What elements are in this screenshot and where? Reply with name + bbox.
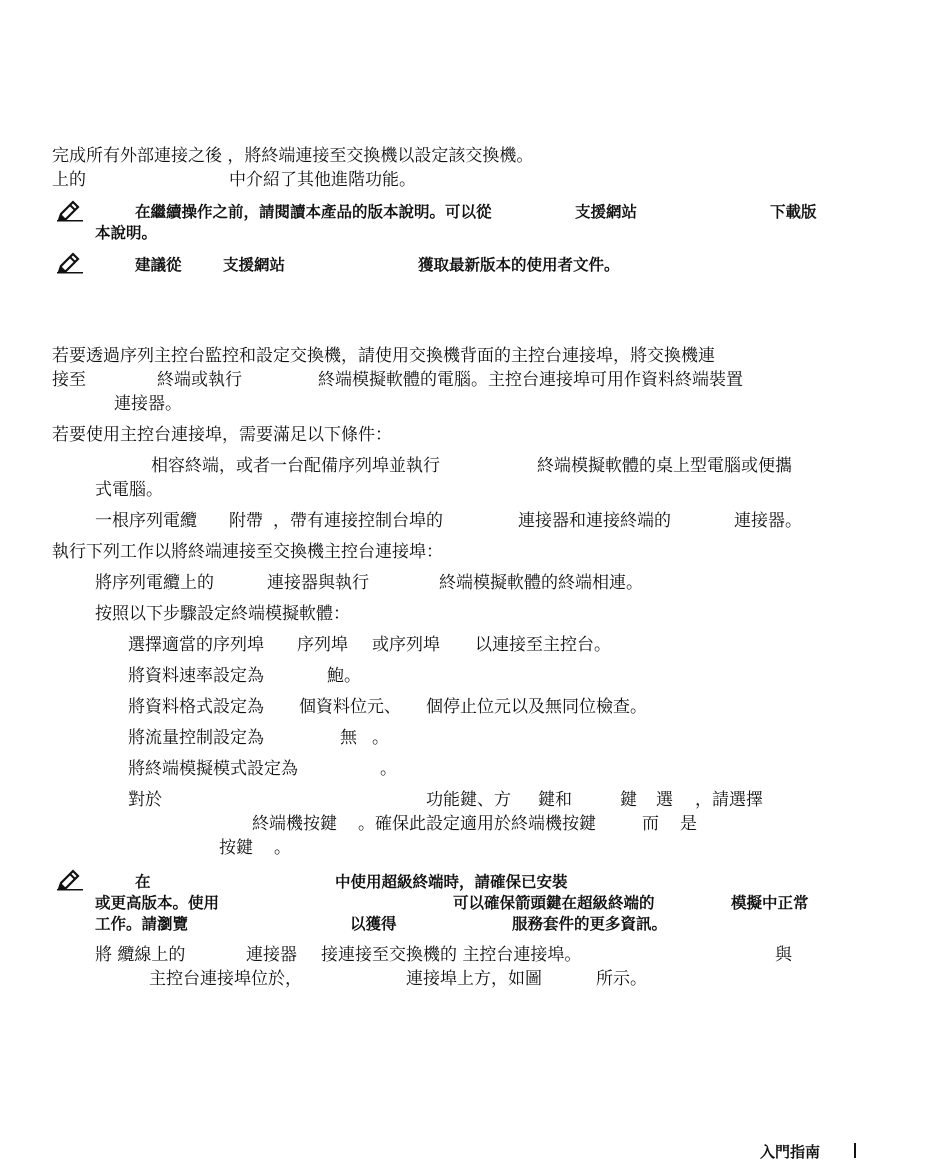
console-p3: 執行下列工作以將終端連接至交換機主控台連接埠： — [52, 542, 443, 562]
footer-title: 入門指南 — [760, 1143, 821, 1161]
note-1-b: 支援網站 — [575, 203, 638, 221]
sub-6-e: 選 — [656, 790, 673, 810]
note-3-line-3 — [95, 914, 835, 934]
step-1-c: 終端模擬軟體的終端相連。 — [439, 573, 643, 593]
note-2-line — [95, 255, 695, 275]
intro-line-2 — [52, 169, 652, 191]
step-3-d: 與 — [775, 945, 792, 965]
step-3-line-2 — [95, 968, 835, 990]
console-p1-2a: 接至 — [52, 370, 86, 390]
req-2-c: ，帶有連接控制台埠的 — [273, 511, 443, 531]
sub-3-b: 個資料位元、 — [299, 697, 401, 717]
note-3-d: 可以確保箭頭鍵在超級終端的 — [453, 894, 655, 912]
sub-4-a: 將流量控制設定為 — [128, 728, 264, 748]
step-3-line-1 — [95, 944, 835, 966]
sub-6-i: 而 — [642, 814, 659, 834]
sub-6-a: 對於 — [128, 790, 162, 810]
note-3-c: 或更高版本。使用 — [95, 894, 220, 912]
note-1-a: 在繼續操作之前，請閱讀本產品的版本說明。可以從 — [135, 203, 492, 221]
step-1-a: 將序列電纜上的 — [95, 573, 214, 593]
note-3-g: 以獲得 — [350, 915, 397, 933]
sub-step-3 — [128, 696, 728, 718]
note-1-c: 下載版 — [770, 203, 817, 221]
sub-6-h: 。確保此設定適用於終端機按鍵 — [358, 814, 596, 834]
sub-1-c: 或序列埠 — [372, 635, 440, 655]
console-p2: 若要使用主控台連接埠，需要滿足以下條件： — [52, 425, 392, 445]
intro-line-2a: 上的 — [52, 170, 86, 190]
sub-1-b: 序列埠 — [297, 635, 348, 655]
intro-line-2b: 中介紹了其他進階功能。 — [229, 170, 416, 190]
sub-2-b: 鮑。 — [327, 666, 361, 686]
note-1-line-1 — [95, 202, 835, 222]
requirement-1-line-1 — [95, 455, 835, 477]
note-3-a: 在 — [135, 873, 151, 891]
req-2-a: 一根序列電纜 — [95, 511, 197, 531]
step-3-a: 將 纜線上的 — [95, 945, 186, 965]
note-2-a: 建議從 — [135, 256, 182, 274]
console-p1-line-3: 連接器。 — [114, 394, 182, 414]
step-1 — [95, 572, 795, 594]
note-3-e: 模擬中正常 — [731, 894, 809, 912]
req-2-b: 附帶 — [229, 511, 263, 531]
requirement-1-line-2: 式電腦。 — [95, 480, 163, 500]
sub-5-b: 。 — [380, 759, 397, 779]
pencil-note-icon — [56, 869, 84, 891]
sub-6-c: 鍵和 — [538, 790, 572, 810]
sub-step-2 — [128, 665, 728, 687]
sub-step-6-line-1 — [128, 789, 828, 811]
req-2-e: 連接器。 — [734, 511, 802, 531]
sub-2-a: 將資料速率設定為 — [128, 666, 264, 686]
sub-1-d: 以連接至主控台。 — [475, 635, 611, 655]
note-3-b: 中使用超級終端時，請確保已安裝 — [335, 873, 568, 891]
pencil-note-icon — [56, 252, 84, 274]
req-2-d: 連接器和連接終端的 — [518, 511, 671, 531]
step-1-b: 連接器與執行 — [267, 573, 369, 593]
sub-1-a: 選擇適當的序列埠 — [128, 635, 264, 655]
sub-6-k: 按鍵 — [219, 838, 253, 858]
step-3-g: 所示。 — [596, 969, 647, 989]
sub-6-j: 是 — [680, 814, 697, 834]
sub-step-6-line-2 — [128, 813, 828, 835]
step-3-f: 連接埠上方，如圖 — [406, 969, 542, 989]
footer-separator — [854, 1143, 856, 1158]
sub-6-l: 。 — [274, 838, 291, 858]
sub-step-5 — [128, 758, 728, 780]
sub-step-4 — [128, 727, 728, 749]
requirement-2 — [95, 510, 835, 532]
console-p1-2c: 終端模擬軟體的電腦。主控台連接埠可用作資料終端裝置 — [318, 370, 743, 390]
step-3-c: 接連接至交換機的 主控台連接埠。 — [321, 945, 582, 965]
step-3-e: 主控台連接埠位於， — [149, 969, 302, 989]
step-3-b: 連接器 — [246, 945, 297, 965]
sub-3-c: 個停止位元以及無同位檢查。 — [426, 697, 647, 717]
sub-5-a: 將終端模擬模式設定為 — [128, 759, 298, 779]
note-3-line-1 — [95, 872, 835, 892]
console-p1-2b: 終端或執行 — [157, 370, 242, 390]
console-p1-line-2 — [52, 369, 852, 391]
note-3-f: 工作。請瀏覽 — [95, 915, 189, 933]
note-2-b: 支援網站 — [223, 256, 286, 274]
sub-step-6-line-3 — [128, 837, 428, 859]
pencil-note-icon — [56, 200, 84, 222]
sub-6-g: 終端機按鍵 — [252, 814, 337, 834]
intro-line-1: 完成所有外部連接之後 ，將終端連接至交換機以設定該交換機。 — [52, 146, 534, 166]
sub-4-b: 無 — [340, 728, 357, 748]
sub-6-f: ，請選擇 — [695, 790, 763, 810]
note-3-line-2 — [95, 893, 835, 913]
sub-6-d: 鍵 — [620, 790, 637, 810]
sub-6-b: 功能鍵、方 — [426, 790, 511, 810]
sub-step-1 — [128, 634, 728, 656]
sub-3-a: 將資料格式設定為 — [128, 697, 264, 717]
note-1-line-2: 本說明。 — [95, 224, 158, 242]
req-1-b: 終端模擬軟體的桌上型電腦或便攜 — [537, 456, 792, 476]
note-3-h: 服務套件的更多資訊。 — [512, 915, 668, 933]
sub-4-c: 。 — [372, 728, 389, 748]
step-2: 按照以下步驟設定終端模擬軟體： — [95, 604, 350, 624]
console-p1-line-1: 若要透過序列主控台監控和設定交換機，請使用交換機背面的主控台連接埠，將交換機連 — [52, 346, 715, 366]
req-1-a: 相容終端，或者一台配備序列埠並執行 — [151, 456, 440, 476]
note-2-c: 獲取最新版本的使用者文件。 — [418, 256, 620, 274]
